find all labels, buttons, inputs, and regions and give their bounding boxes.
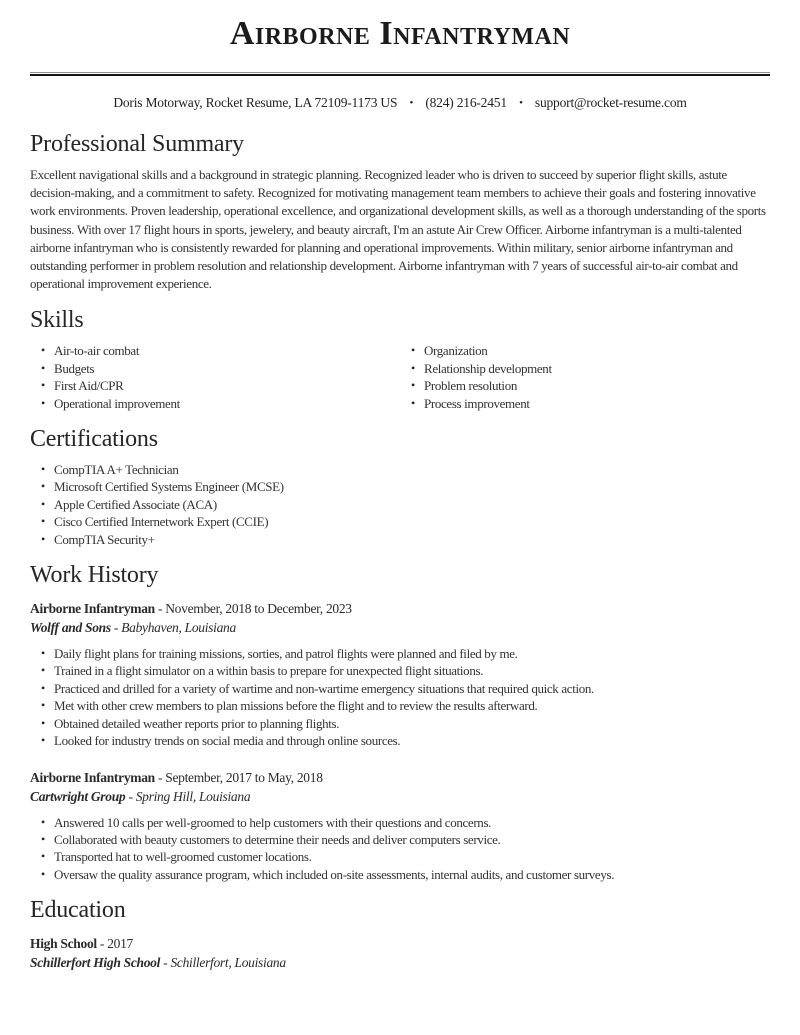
education-school: Schillerfort High School: [30, 955, 161, 971]
professional-summary-heading: Professional Summary: [30, 131, 244, 157]
certification-item: • CompTIA Security+: [30, 531, 770, 548]
job-bullet-list: [30, 814, 770, 884]
section-certifications: [30, 425, 770, 548]
education-degree-line: [30, 934, 770, 953]
job-bullet: • Answered 10 calls per well-groomed to help customers with their questions and concerns.: [30, 814, 770, 831]
page-title: Airborne Infantryman: [229, 15, 571, 52]
job-dates: September, 2017 to May, 2018: [165, 769, 323, 785]
dash-separator: -: [110, 620, 122, 636]
education-school-line: [30, 953, 770, 972]
work-history-heading: Work History: [30, 562, 159, 589]
skill-item: • Budgets: [30, 360, 400, 377]
skills-right-column: [400, 342, 770, 412]
dash-separator: -: [154, 769, 166, 785]
job-title: Airborne Infantryman: [30, 769, 155, 785]
skills-left-column: [30, 342, 400, 412]
skill-item: • Problem resolution: [400, 377, 770, 394]
skill-item: • Relationship development: [400, 360, 770, 377]
section-professional-summary: [30, 130, 770, 293]
job-bullet: • Oversaw the quality assurance program, which included on-site assessments, internal audits, and customer surveys.: [30, 866, 770, 883]
dash-separator: -: [125, 788, 136, 804]
job-company: Cartwright Group: [30, 788, 126, 804]
job-entry: [30, 768, 770, 884]
contact-email: support@rocket-resume.com: [534, 95, 687, 110]
education-degree: High School: [30, 936, 97, 952]
certification-item: • Cisco Certified Internetwork Expert (CCIE): [30, 513, 770, 530]
education-heading: Education: [30, 897, 126, 924]
skill-item: • Air-to-air combat: [30, 342, 400, 359]
job-title: Airborne Infantryman: [30, 601, 155, 617]
resume-header: [30, 14, 770, 112]
certification-item: • CompTIA A+ Technician: [30, 461, 770, 478]
job-dates: November, 2018 to December, 2023: [165, 601, 352, 617]
contact-separator-dot: •: [409, 97, 414, 109]
job-bullet: • Obtained detailed weather reports prior to planning flights.: [30, 715, 770, 732]
header-divider: [30, 72, 770, 76]
job-bullet: • Daily flight plans for training missions, sorties, and patrol flights were planned and filed by me.: [30, 645, 770, 662]
skills-columns: [30, 334, 770, 412]
certifications-list: [30, 461, 770, 548]
job-company: Wolff and Sons: [30, 620, 111, 636]
job-entry: [30, 599, 770, 749]
job-location: Spring Hill, Louisiana: [135, 788, 251, 804]
certification-item: • Apple Certified Associate (ACA): [30, 496, 770, 513]
skills-heading: Skills: [30, 307, 84, 334]
job-location: Babyhaven, Louisiana: [121, 620, 236, 636]
contact-phone: (824) 216-2451: [425, 95, 507, 110]
job-bullet: • Transported hat to well-groomed customer locations.: [30, 848, 770, 865]
dash-separator: -: [96, 936, 108, 952]
education-entry: [30, 934, 770, 972]
contact-address: Doris Motorway, Rocket Resume, LA 72109-1173 US: [113, 95, 398, 110]
job-bullet: • Met with other crew members to plan missions before the flight and to review the results afterward.: [30, 697, 770, 714]
dash-separator: -: [160, 955, 171, 971]
job-title-line: [30, 599, 770, 618]
skill-item: • Organization: [400, 342, 770, 359]
job-title-line: [30, 768, 770, 787]
education-location: Schillerfort, Louisiana: [170, 955, 286, 971]
education-year: 2017: [107, 936, 134, 952]
job-bullet: • Trained in a flight simulator on a within basis to prepare for unexpected flight situations.: [30, 662, 770, 679]
section-education: [30, 896, 770, 972]
contact-separator-dot: •: [519, 97, 523, 109]
job-bullet-list: [30, 645, 770, 749]
job-bullet: • Looked for industry trends on social media and through online sources.: [30, 732, 770, 749]
section-work-history: [30, 561, 770, 883]
dash-separator: -: [154, 601, 166, 617]
skill-item: • Process improvement: [400, 395, 770, 412]
job-bullet: • Practiced and drilled for a variety of wartime and non-wartime emergency situations that required quick action.: [30, 680, 770, 697]
certifications-heading: Certifications: [30, 426, 158, 453]
professional-summary-text: Excellent navigational skills and a background in strategic planning. Recognized leader who is driven to succeed by superior flight skills, astute decision-making, and a commitment to safety. Recognized for motivating management team members to achieve their goals and fostering innovative work environments. Proven leadership, operational excellence, and organizational development skills, as well as a thorough understanding of the sports business. With over 17 flight hours in sports, jewelery, and beauty aircraft, I'm an astute Air Crew Officer. Airborne infantryman is a multi-talented airborne infantryman who is consistently rewarded for planning and operational improvements. Within military, senior airborne infantryman and outstanding performer in problem resolution and relationship development. Airborne infantryman with 7 years of successful air-to-air combat and operational improvement experience.: [30, 167, 766, 292]
job-bullet: • Collaborated with beauty customers to determine their needs and deliver computers service.: [30, 831, 770, 848]
job-company-line: [30, 618, 770, 637]
job-company-line: [30, 787, 770, 806]
skill-item: • Operational improvement: [30, 395, 400, 412]
skill-item: • First Aid/CPR: [30, 377, 400, 394]
contact-line: [30, 94, 770, 112]
section-skills: [30, 306, 770, 412]
certification-item: • Microsoft Certified Systems Engineer (MCSE): [30, 478, 770, 495]
